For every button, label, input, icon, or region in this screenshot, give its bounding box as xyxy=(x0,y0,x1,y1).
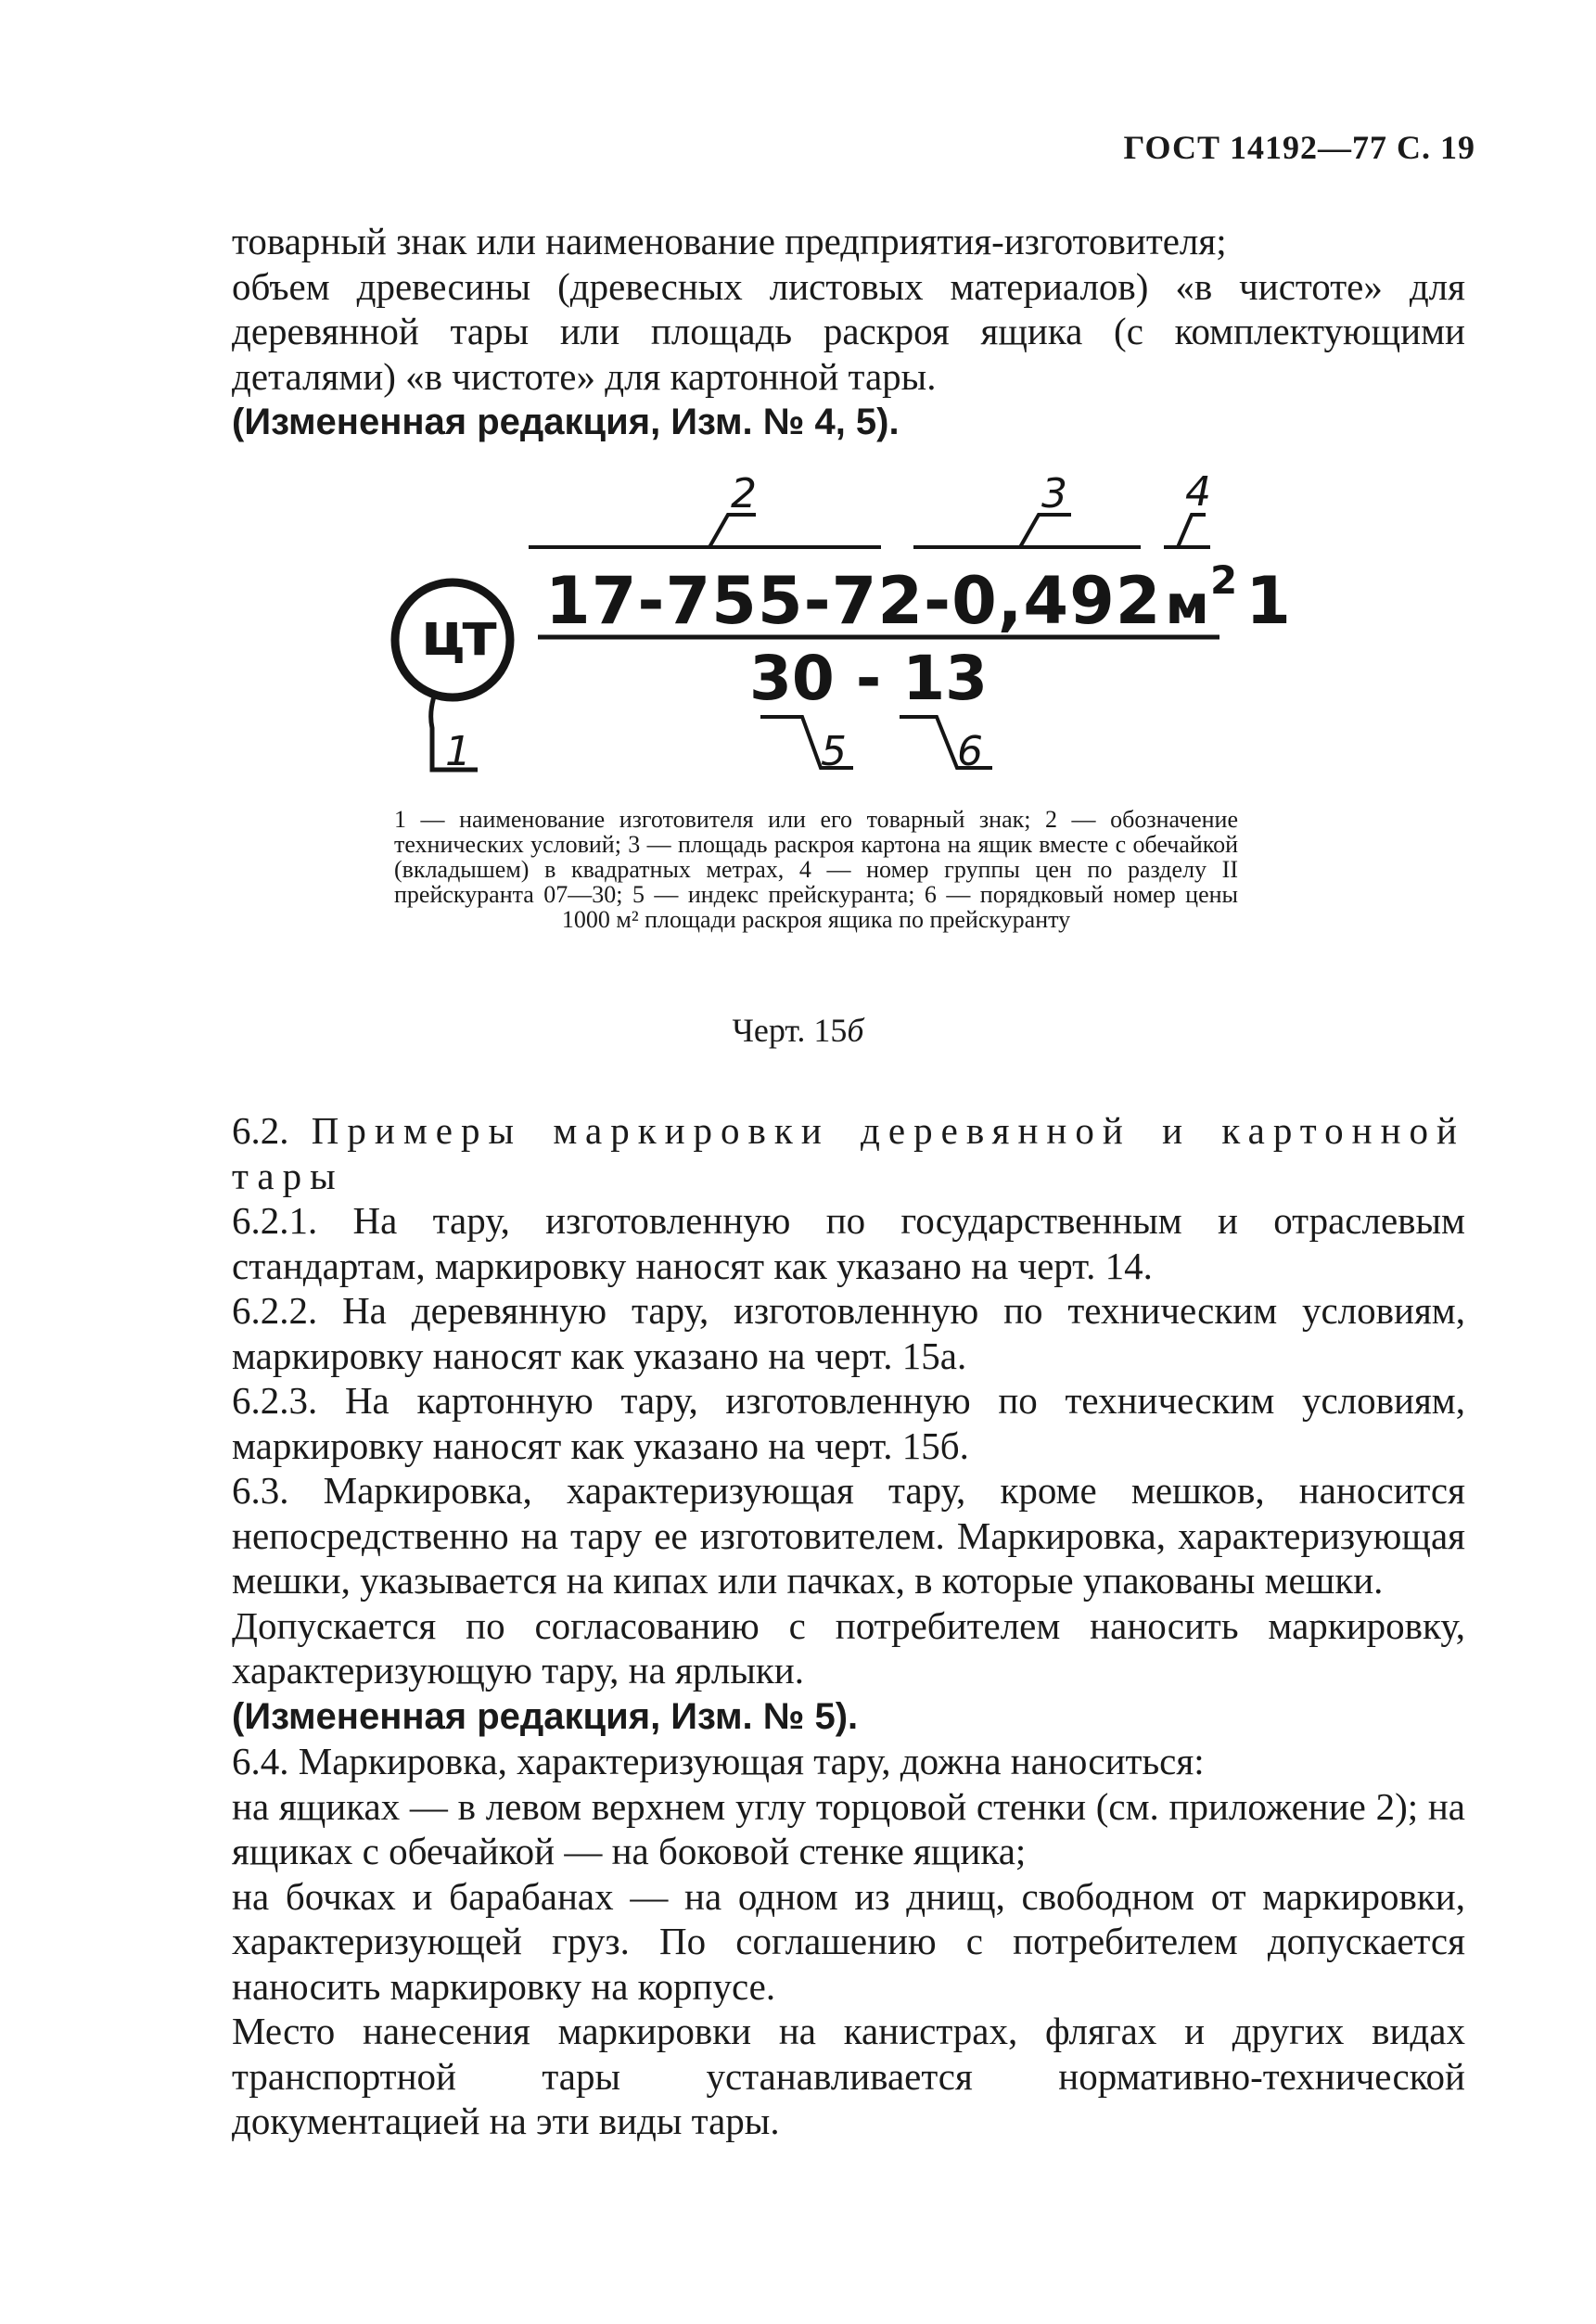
callout-3-leader xyxy=(1020,515,1071,547)
intro-paragraph: объем древесины (древесных листовых материалов) «в чистоте» для деревянной тары или площадь раскроя ящика (с комплектующими деталями) «в чистоте» для картонной тары. xyxy=(232,264,1465,398)
section-paragraph: 6.2.2. На деревянную тару, изготовленную по техническим условиям, маркировку наносят как указано на черт. 15а. xyxy=(232,1289,1465,1377)
area-unit-exponent: 2 xyxy=(1209,556,1239,603)
edit-note: (Измененная редакция, Изм. № 5). xyxy=(232,1695,859,1737)
diagram-caption: 1 — наименование изготовителя или его товарный знак; 2 — обозначение технических условий; 3 — площадь раскроя картона на ящик вместе с обечайкой (вкладышем) в квадратных метрах, 4 — номер группы цен по разделу II прейскуранта 07—30; 5 — индекс прейскуранта; 6 — порядковый номер цены 1000 м² площади раскроя ящика по прейскуранту xyxy=(394,806,1238,933)
section-heading-number: 6.2. xyxy=(232,1109,289,1152)
callout-5: 5 xyxy=(821,728,847,775)
callout-3: 3 xyxy=(1041,470,1067,517)
marking-diagram xyxy=(380,459,1292,793)
edit-note: (Измененная редакция, Изм. № 4, 5). xyxy=(232,402,900,442)
marking-numerator xyxy=(545,556,1292,639)
marking-denominator: 30 - 13 xyxy=(749,643,989,714)
manufacturer-mark: цт xyxy=(421,601,494,670)
callout-4: 4 xyxy=(1185,468,1211,516)
section-paragraph: 6.2.3. На картонную тару, изготовленную по техническим условиям, маркировку наносят как указано на черт. 15б. xyxy=(232,1379,1465,1467)
section-paragraph: 6.4. Маркировка, характеризующая тару, дожна наноситься: xyxy=(232,1740,1205,1782)
figure-suffix: б xyxy=(847,1012,864,1049)
section-paragraph: на ящиках — в левом верхнем углу торцовой стенки (см. приложение 2); на ящиках с обечайкой — на боковой стенке ящика; xyxy=(232,1784,1465,1872)
section-paragraph: 6.2.1. На тару, изготовленную по государственным и отраслевым стандартам, маркировку наносят как указано на черт. 14. xyxy=(232,1199,1465,1287)
section-block xyxy=(232,1108,1465,2144)
callout-2: 2 xyxy=(731,470,757,517)
section-heading xyxy=(232,1108,1465,1198)
price-group: 1 xyxy=(1245,563,1292,639)
tech-spec-and-area: 17-755-72-0,492 xyxy=(545,563,1162,639)
section-paragraph: Место нанесения маркировки на канистрах, флягах и других видах транспортной тары устанавливается нормативно-технической документацией на эти виды тары. xyxy=(232,2010,1465,2142)
figure-label xyxy=(0,1011,1596,1050)
figure-number: Черт. 15 xyxy=(732,1012,848,1049)
section-paragraph: Допускается по согласованию с потребителем наносить маркировку, характеризующую тару, на ярлыки. xyxy=(232,1603,1465,1692)
callout-6: 6 xyxy=(957,728,983,775)
callout-4-leader xyxy=(1178,515,1206,547)
area-unit: м xyxy=(1165,573,1210,636)
section-paragraph: на бочках и барабанах — на одном из днищ, свободном от маркировки, характеризующей груз. По соглашению с потребителем допускается наносить маркировку на корпусе. xyxy=(232,1874,1465,2008)
section-heading-text: Примеры маркировки деревянной и картонной тары xyxy=(232,1109,1465,1197)
callout-2-leader xyxy=(709,515,756,547)
section-paragraph: 6.3. Маркировка, характеризующая тару, кроме мешков, наносится непосредственно на тару ее изготовителем. Маркировка, характеризующая мешки, указывается на кипах или пачках, в которые упакованы мешки. xyxy=(232,1469,1465,1602)
page-header: ГОСТ 14192—77 С. 19 xyxy=(1123,129,1475,166)
intro-block xyxy=(232,219,1465,445)
callout-1: 1 xyxy=(445,728,471,775)
intro-paragraph: товарный знак или наименование предприятия-изготовителя; xyxy=(232,220,1227,262)
